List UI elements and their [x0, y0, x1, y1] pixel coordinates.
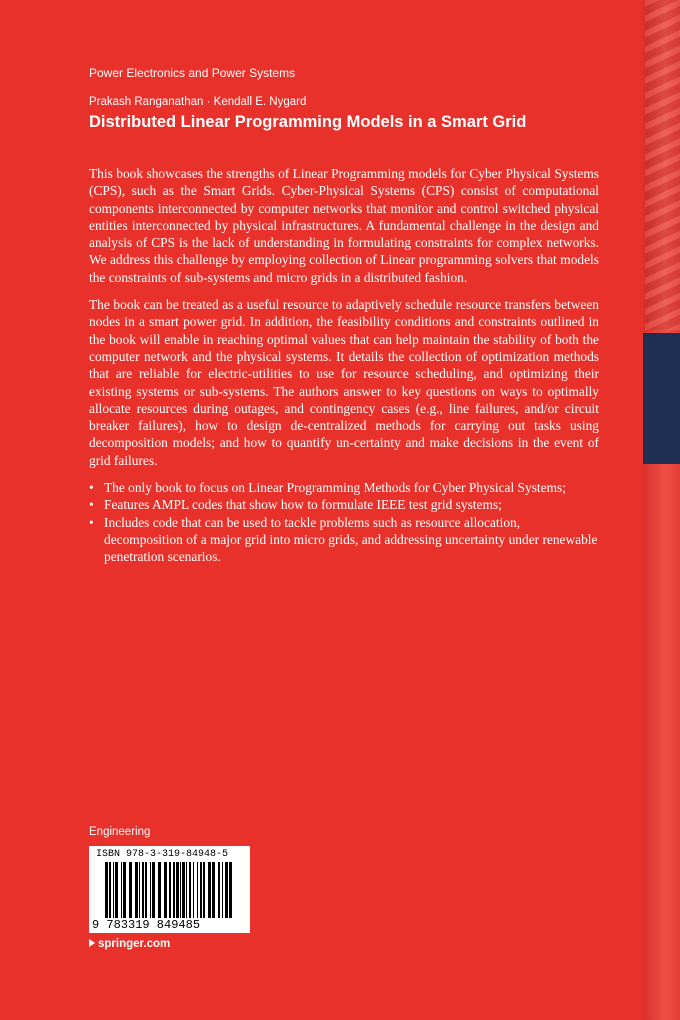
subject-label: Engineering [89, 826, 151, 838]
isbn-number: ISBN 978-3-319-84948-5 [96, 849, 229, 860]
feature-list-item: • The only book to focus on Linear Programming Methods for Cyber Physical Systems; [89, 479, 599, 496]
barcode-bar [203, 862, 205, 918]
barcode-bar [176, 862, 179, 918]
barcode-bar [121, 862, 122, 918]
barcode-bar [142, 862, 144, 918]
barcode-bar [152, 862, 155, 918]
barcode-bar [105, 862, 108, 918]
feature-list-item: • Features AMPL codes that show how to formulate IEEE test grid systems; [89, 496, 599, 513]
barcode-bar [200, 862, 202, 918]
barcode-bar [218, 862, 220, 918]
publisher-url: springer.com [98, 938, 171, 950]
barcode-bar [139, 862, 140, 918]
barcode-bar [186, 862, 187, 918]
barcode-bar [222, 862, 223, 918]
barcode-bar [164, 862, 167, 918]
barcode-bar [158, 862, 161, 918]
barcode-bar [197, 862, 198, 918]
barcode-bar [113, 862, 114, 918]
barcode-bar [173, 862, 175, 918]
feature-list [89, 479, 599, 565]
barcode-bar [212, 862, 215, 918]
barcode-bar [135, 862, 138, 918]
barcode-bar [193, 862, 194, 918]
arrow-right-icon [89, 939, 95, 947]
publisher-link[interactable] [89, 938, 170, 950]
blurb-paragraph: This book showcases the strengths of Linear Programming models for Cyber Physical Systems (CPS), such as the Smart Grids. Cyber-Physical Systems (CPS) consist of computational components interconnected by computer networks that monitor and control switched physical entities interconnected by physical infrastructures. A fundamental challenge in the design and analysis of CPS is the lack of understanding in formulating constraints for complex networks. We address this challenge by employing collection of Linear programming solvers that models the constraints of sub-systems and micro grids in a distributed fashion. [89, 166, 599, 285]
barcode-bar [115, 862, 118, 918]
spine-decoration [645, 0, 680, 330]
book-title: Distributed Linear Programming Models in a Smart Grid [89, 113, 527, 131]
barcode-bar [182, 862, 185, 918]
barcode-bar [225, 862, 228, 918]
blurb [89, 165, 599, 566]
ean-digits: 9 783319 849485 [92, 918, 201, 932]
barcode-bar [229, 862, 232, 918]
blurb-paragraph: The book can be treated as a useful resource to adaptively schedule resource transfers between nodes in a smart power grid. In addition, the feasibility conditions and constraints outlined in the book will enable in reaching optimal values that can help maintain the stability of both the computer network and the physical systems. It details the collection of optimization methods that are reliable for electric-utilities to use for resource scheduling, and optimizing their existing systems or sub-systems. The authors answer to key questions on ways to optimally allocate resources during outages, and contingency cases (e.g., line failures, and/or circuit breaker failures), how to design de-centralized methods for carrying out tasks using decomposition models; and how to quantify un-certainty and make decisions in the event of grid failures. [89, 297, 599, 468]
barcode-bar [150, 862, 151, 918]
series-name: Power Electronics and Power Systems [89, 66, 296, 80]
barcode-bar [169, 862, 171, 918]
isbn-barcode [89, 846, 250, 933]
feature-list-item: • Includes code that can be used to tackle problems such as resource allocation, decomposition of a major grid into micro grids, and addressing uncertainty under renewable penetration scenarios. [89, 514, 599, 566]
barcode-bar [180, 862, 181, 918]
barcode-bar [109, 862, 111, 918]
barcode-bar [145, 862, 147, 918]
barcode-bar [123, 862, 126, 918]
barcode-bar [208, 862, 211, 918]
book-authors: Prakash Ranganathan · Kendall E. Nygard [89, 96, 307, 108]
barcode-bar [189, 862, 191, 918]
barcode-bar [129, 862, 132, 918]
spine-color-block [643, 333, 680, 464]
